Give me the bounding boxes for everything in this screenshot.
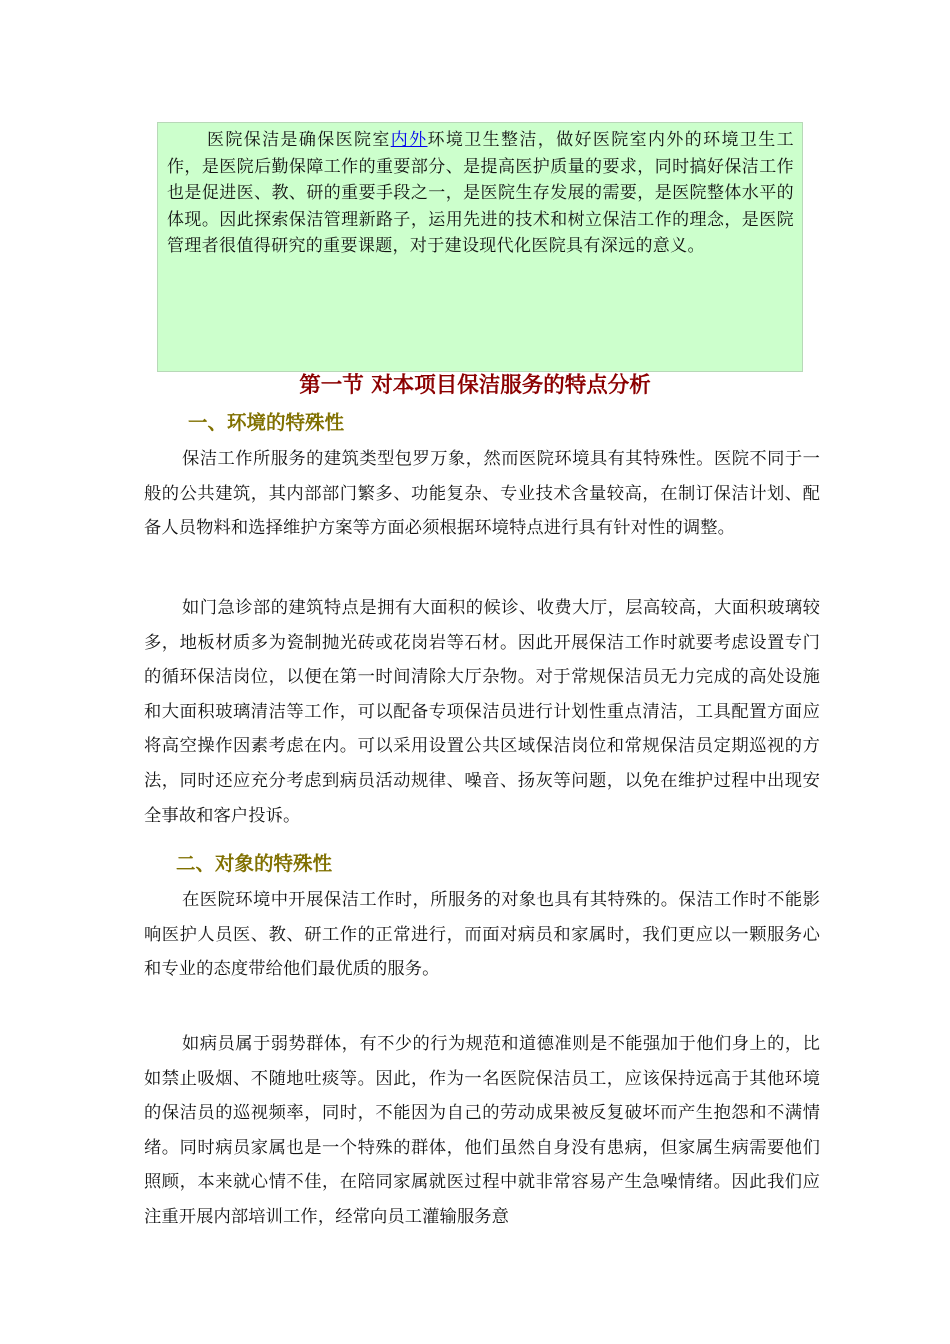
paragraph-environment-2: 如门急诊部的建筑特点是拥有大面积的候诊、收费大厅，层高较高，大面积玻璃较多，地板材质多为瓷制抛光砖或花岗岩等石材。因此开展保洁工作时就要考虑设置专门的循环保洁岗位，以便在第一时间清除大厅杂物。对于常规保洁员无力完成的高处设施和大面积玻璃清洁等工作，可以配备专项保洁员进行计划性重点清洁，工具配置方面应将高空操作因素考虑在内。可以采用设置公共区域保洁岗位和常规保洁员定期巡视的方法，同时还应充分考虑到病员活动规律、噪音、扬灰等问题，以免在维护过程中出现安全事故和客户投诉。 bbox=[144, 598, 820, 826]
paragraph-object-2: 如病员属于弱势群体，有不少的行为规范和道德准则是不能强加于他们身上的，比如禁止吸烟、不随地吐痰等。因此，作为一名医院保洁员工，应该保持远高于其他环境的保洁员的巡视频率，同时，不能因为自己的劳动成果被反复破坏而产生抱怨和不满情绪。同时病员家属也是一个特殊的群体，他们虽然自身没有患病，但家属生病需要他们照顾，本来就心情不佳，在陪同家属就医过程中就非常容易产生急噪情绪。因此我们应注重开展内部培训工作，经常向员工灌输服务意 bbox=[144, 1034, 820, 1227]
heading-environment: 一、环境的特殊性 bbox=[188, 411, 345, 434]
intro-text-after: 环境卫生整洁，做好医院室内外的环境卫生工作，是医院后勤保障工作的重要部分、是提高医护质量的要求，同时搞好保洁工作也是促进医、教、研的重要手段之一，是医院生存发展的需要，是医院整体水平的体现。因此探索保洁管理新路子，运用先进的技术和树立保洁工作的理念，是医院管理者很值得研究的重要课题，对于建设现代化医院具有深远的意义。 bbox=[167, 130, 795, 256]
heading-object: 二、对象的特殊性 bbox=[176, 852, 333, 875]
intro-link[interactable]: 内外 bbox=[390, 130, 428, 150]
intro-paragraph bbox=[167, 127, 794, 260]
paragraph-environment-1: 保洁工作所服务的建筑类型包罗万象，然而医院环境具有其特殊性。医院不同于一般的公共建筑，其内部部门繁多、功能复杂、专业技术含量较高，在制订保洁计划、配备人员物料和选择维护方案等方面必须根据环境特点进行具有针对性的调整。 bbox=[144, 449, 820, 539]
paragraph-object-1: 在医院环境中开展保洁工作时，所服务的对象也具有其特殊的。保洁工作时不能影响医护人员医、教、研工作的正常进行，而面对病员和家属时，我们更应以一颗服务心和专业的态度带给他们最优质的服务。 bbox=[144, 890, 820, 980]
section-title: 第一节 对本项目保洁服务的特点分析 bbox=[299, 373, 651, 398]
intro-text-before: 医院保洁是确保医院室 bbox=[206, 130, 391, 150]
intro-box bbox=[157, 122, 803, 372]
